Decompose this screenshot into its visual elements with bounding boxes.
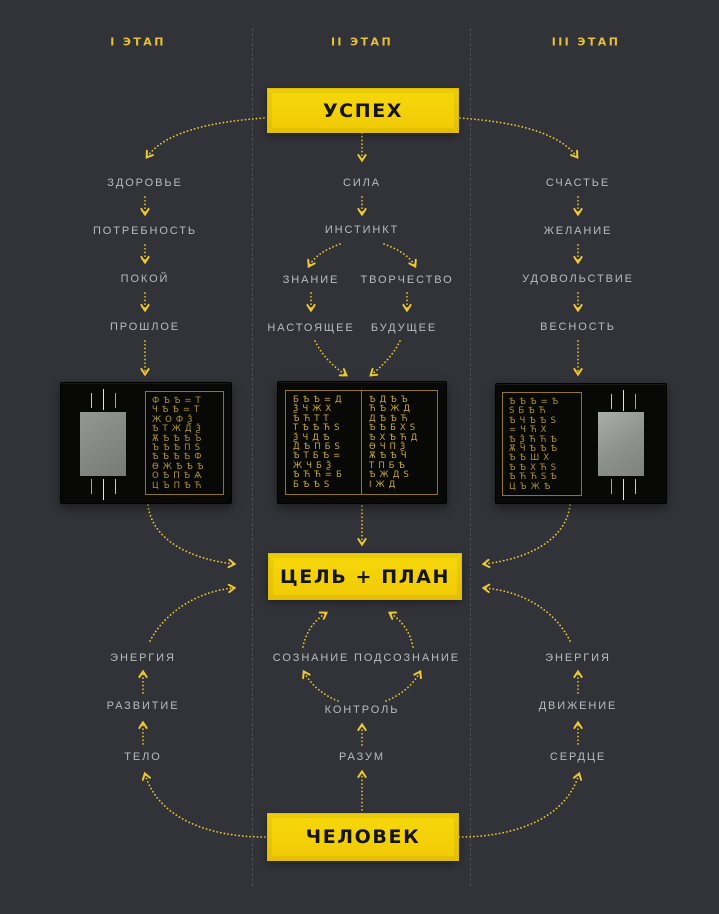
- film-tick: [611, 479, 612, 494]
- rune-tablet-middle: [277, 381, 447, 504]
- node-knowledge: ЗНАНИЕ: [282, 274, 340, 286]
- arrow-consciousness-goal: [303, 613, 326, 647]
- glyph-row: ТѢѢЋЅ: [293, 423, 344, 434]
- glyph-row: ЦЪПѢЋ: [152, 480, 206, 491]
- arrow-energy-left-goal: [150, 588, 234, 641]
- glyph-row: ІЖД: [369, 479, 400, 490]
- glyph-panel: [285, 390, 438, 495]
- node-goal-plan-label: ЦЕЛЬ + ПЛАН: [280, 565, 450, 588]
- glyph-row: ЦЪЖѢ: [509, 481, 555, 492]
- arrow-instinct-knowledge: [309, 244, 340, 266]
- node-past: ПРОШЛОЕ: [109, 321, 181, 333]
- film-tick: [635, 479, 636, 494]
- node-human: [267, 813, 459, 861]
- node-calm: ПОКОЙ: [120, 273, 170, 285]
- arrow-present-tablet: [315, 341, 346, 375]
- glyph-row: БѢѢЅ: [293, 479, 334, 490]
- film-tick: [623, 479, 624, 500]
- node-present: НАСТОЯЩЕЕ: [267, 322, 355, 334]
- arrow-human-heart: [459, 774, 579, 837]
- glyph-row: ѢЋТТ: [293, 413, 333, 424]
- glyph-row: ѮЧЖХ: [293, 404, 336, 415]
- glyph-row: ѢѢШХ: [509, 453, 554, 464]
- node-development: РАЗВИТИЕ: [106, 700, 180, 712]
- film-tick: [115, 393, 116, 408]
- glyph-row: ЖОФѮ: [152, 414, 197, 425]
- film-tick: [103, 479, 104, 500]
- arrow-future-tablet: [371, 341, 400, 375]
- glyph-row: ДѢѢЋ: [369, 413, 412, 424]
- node-instinct: ИНСТИНКТ: [324, 224, 400, 236]
- glyph-row: ЅБѢЋ: [509, 406, 550, 417]
- glyph-row: ОѢПѢѦ: [152, 471, 206, 482]
- glyph-row: ѪѢѢЧ: [369, 451, 411, 462]
- arrow-tablet-right-goal: [484, 505, 570, 564]
- glyph-row: ТПБѢ: [369, 460, 409, 471]
- glyph-row: ѢЖДЅ: [369, 470, 413, 481]
- glyph-row: ѢЧѢѢЅ: [509, 415, 560, 426]
- node-energy-left: ЭНЕРГИЯ: [110, 652, 176, 664]
- rune-tablet-left: [60, 382, 232, 504]
- node-mind: РАЗУМ: [339, 751, 385, 763]
- arrow-control-subconscious: [386, 672, 420, 701]
- glyph-row: ѢЋЋЅѢ: [509, 472, 561, 483]
- arrow-instinct-creativity: [384, 244, 415, 266]
- stage-label-1: I ЭТАП: [110, 35, 166, 49]
- glyph-row: ѢѢѢѢФ: [152, 452, 206, 463]
- node-body: ТЕЛО: [124, 751, 162, 763]
- film-tick: [115, 479, 116, 494]
- arrow-success-to-health: [147, 118, 264, 157]
- node-health: ЗДОРОВЬЕ: [107, 177, 183, 189]
- glyph-row: ДѢПБЅ: [293, 441, 344, 452]
- node-goal-plan: [268, 553, 462, 600]
- photo-placeholder: [598, 412, 644, 476]
- arrow-human-body: [145, 774, 265, 837]
- film-tick: [91, 479, 92, 494]
- photo-placeholder: [80, 412, 126, 476]
- node-need: ПОТРЕБНОСТЬ: [93, 225, 197, 237]
- film-tick: [103, 389, 104, 410]
- glyph-panel: [145, 391, 224, 495]
- glyph-row: ѢТЖДѮ: [152, 424, 205, 435]
- film-tick: [635, 394, 636, 409]
- stage-label-2: II ЭТАП: [330, 35, 394, 49]
- glyph-panel: [502, 392, 582, 496]
- arrow-success-to-happiness: [460, 118, 577, 157]
- glyph-row: ѢѢХЋЅ: [509, 462, 560, 473]
- glyph-row: ѢДѢЪ: [369, 395, 412, 405]
- glyph-row: ЪѢѢПЅ: [152, 442, 204, 453]
- glyph-column-left: [286, 391, 361, 494]
- glyph-row: ЖЧБѮ: [293, 460, 336, 471]
- glyph-row: ѪѢѢѢЪ: [152, 433, 206, 444]
- glyph-row: ЧѢѢ=Т: [152, 405, 204, 416]
- node-desire: ЖЕЛАНИЕ: [543, 225, 613, 237]
- node-energy-right: ЭНЕРГИЯ: [545, 652, 611, 664]
- glyph-row: БѢѢ=Д: [293, 395, 346, 405]
- glyph-row: ФѢѢ=Т: [152, 396, 205, 406]
- node-subconscious: ПОДСОЗНАНИЕ: [354, 652, 460, 664]
- glyph-row: ѲЧПѮ: [369, 441, 410, 452]
- node-heart: СЕРДЦЕ: [549, 751, 607, 763]
- node-pleasure: УДОВОЛЬСТВИЕ: [522, 273, 634, 285]
- rune-tablet-right: [495, 383, 667, 504]
- stage-label-3: III ЭТАП: [551, 35, 621, 49]
- arrow-energy-right-goal: [484, 588, 570, 641]
- node-creativity: ТВОРЧЕСТВО: [360, 274, 454, 286]
- glyph-row: ѢХѢЋД: [369, 432, 422, 443]
- glyph-row: ѪЧѢѢѢ: [509, 443, 562, 454]
- arrow-control-consciousness: [304, 672, 338, 701]
- node-future: БУДУЩЕЕ: [370, 322, 438, 334]
- glyph-row: ЋѢЖД: [369, 404, 415, 415]
- film-tick: [611, 394, 612, 409]
- arrow-subconscious-goal: [390, 613, 413, 647]
- glyph-row: =ЧЋХ: [509, 425, 551, 436]
- node-control: КОНТРОЛЬ: [324, 704, 400, 716]
- arrow-tablet-left-goal: [148, 505, 234, 564]
- glyph-row: ѢЋЋ=Б: [293, 470, 346, 481]
- glyph-row: ѮЧДѢ: [293, 432, 334, 443]
- film-tick: [623, 390, 624, 411]
- glyph-row: ѲЖѢѢѢ: [152, 461, 208, 472]
- node-human-label: ЧЕЛОВЕК: [305, 826, 421, 848]
- film-tick: [91, 393, 92, 408]
- node-success-label: УСПЕХ: [322, 99, 404, 122]
- glyph-row: ѢѮЋЋѢ: [509, 434, 561, 445]
- glyph-row: ѢѢѢ=Ѣ: [509, 397, 563, 407]
- node-success: [267, 88, 459, 133]
- node-power: СИЛА: [342, 177, 382, 189]
- node-happiness: СЧАСТЬЕ: [545, 177, 611, 189]
- glyph-row: ѢТБѢ=: [293, 451, 345, 462]
- glyph-row: ѢѢБХЅ: [369, 423, 420, 434]
- node-consciousness: СОЗНАНИЕ: [272, 652, 350, 664]
- glyph-column-right: [361, 391, 437, 494]
- node-eternity: ВЕСНОСТЬ: [540, 321, 616, 333]
- node-movement: ДВИЖЕНИЕ: [538, 700, 618, 712]
